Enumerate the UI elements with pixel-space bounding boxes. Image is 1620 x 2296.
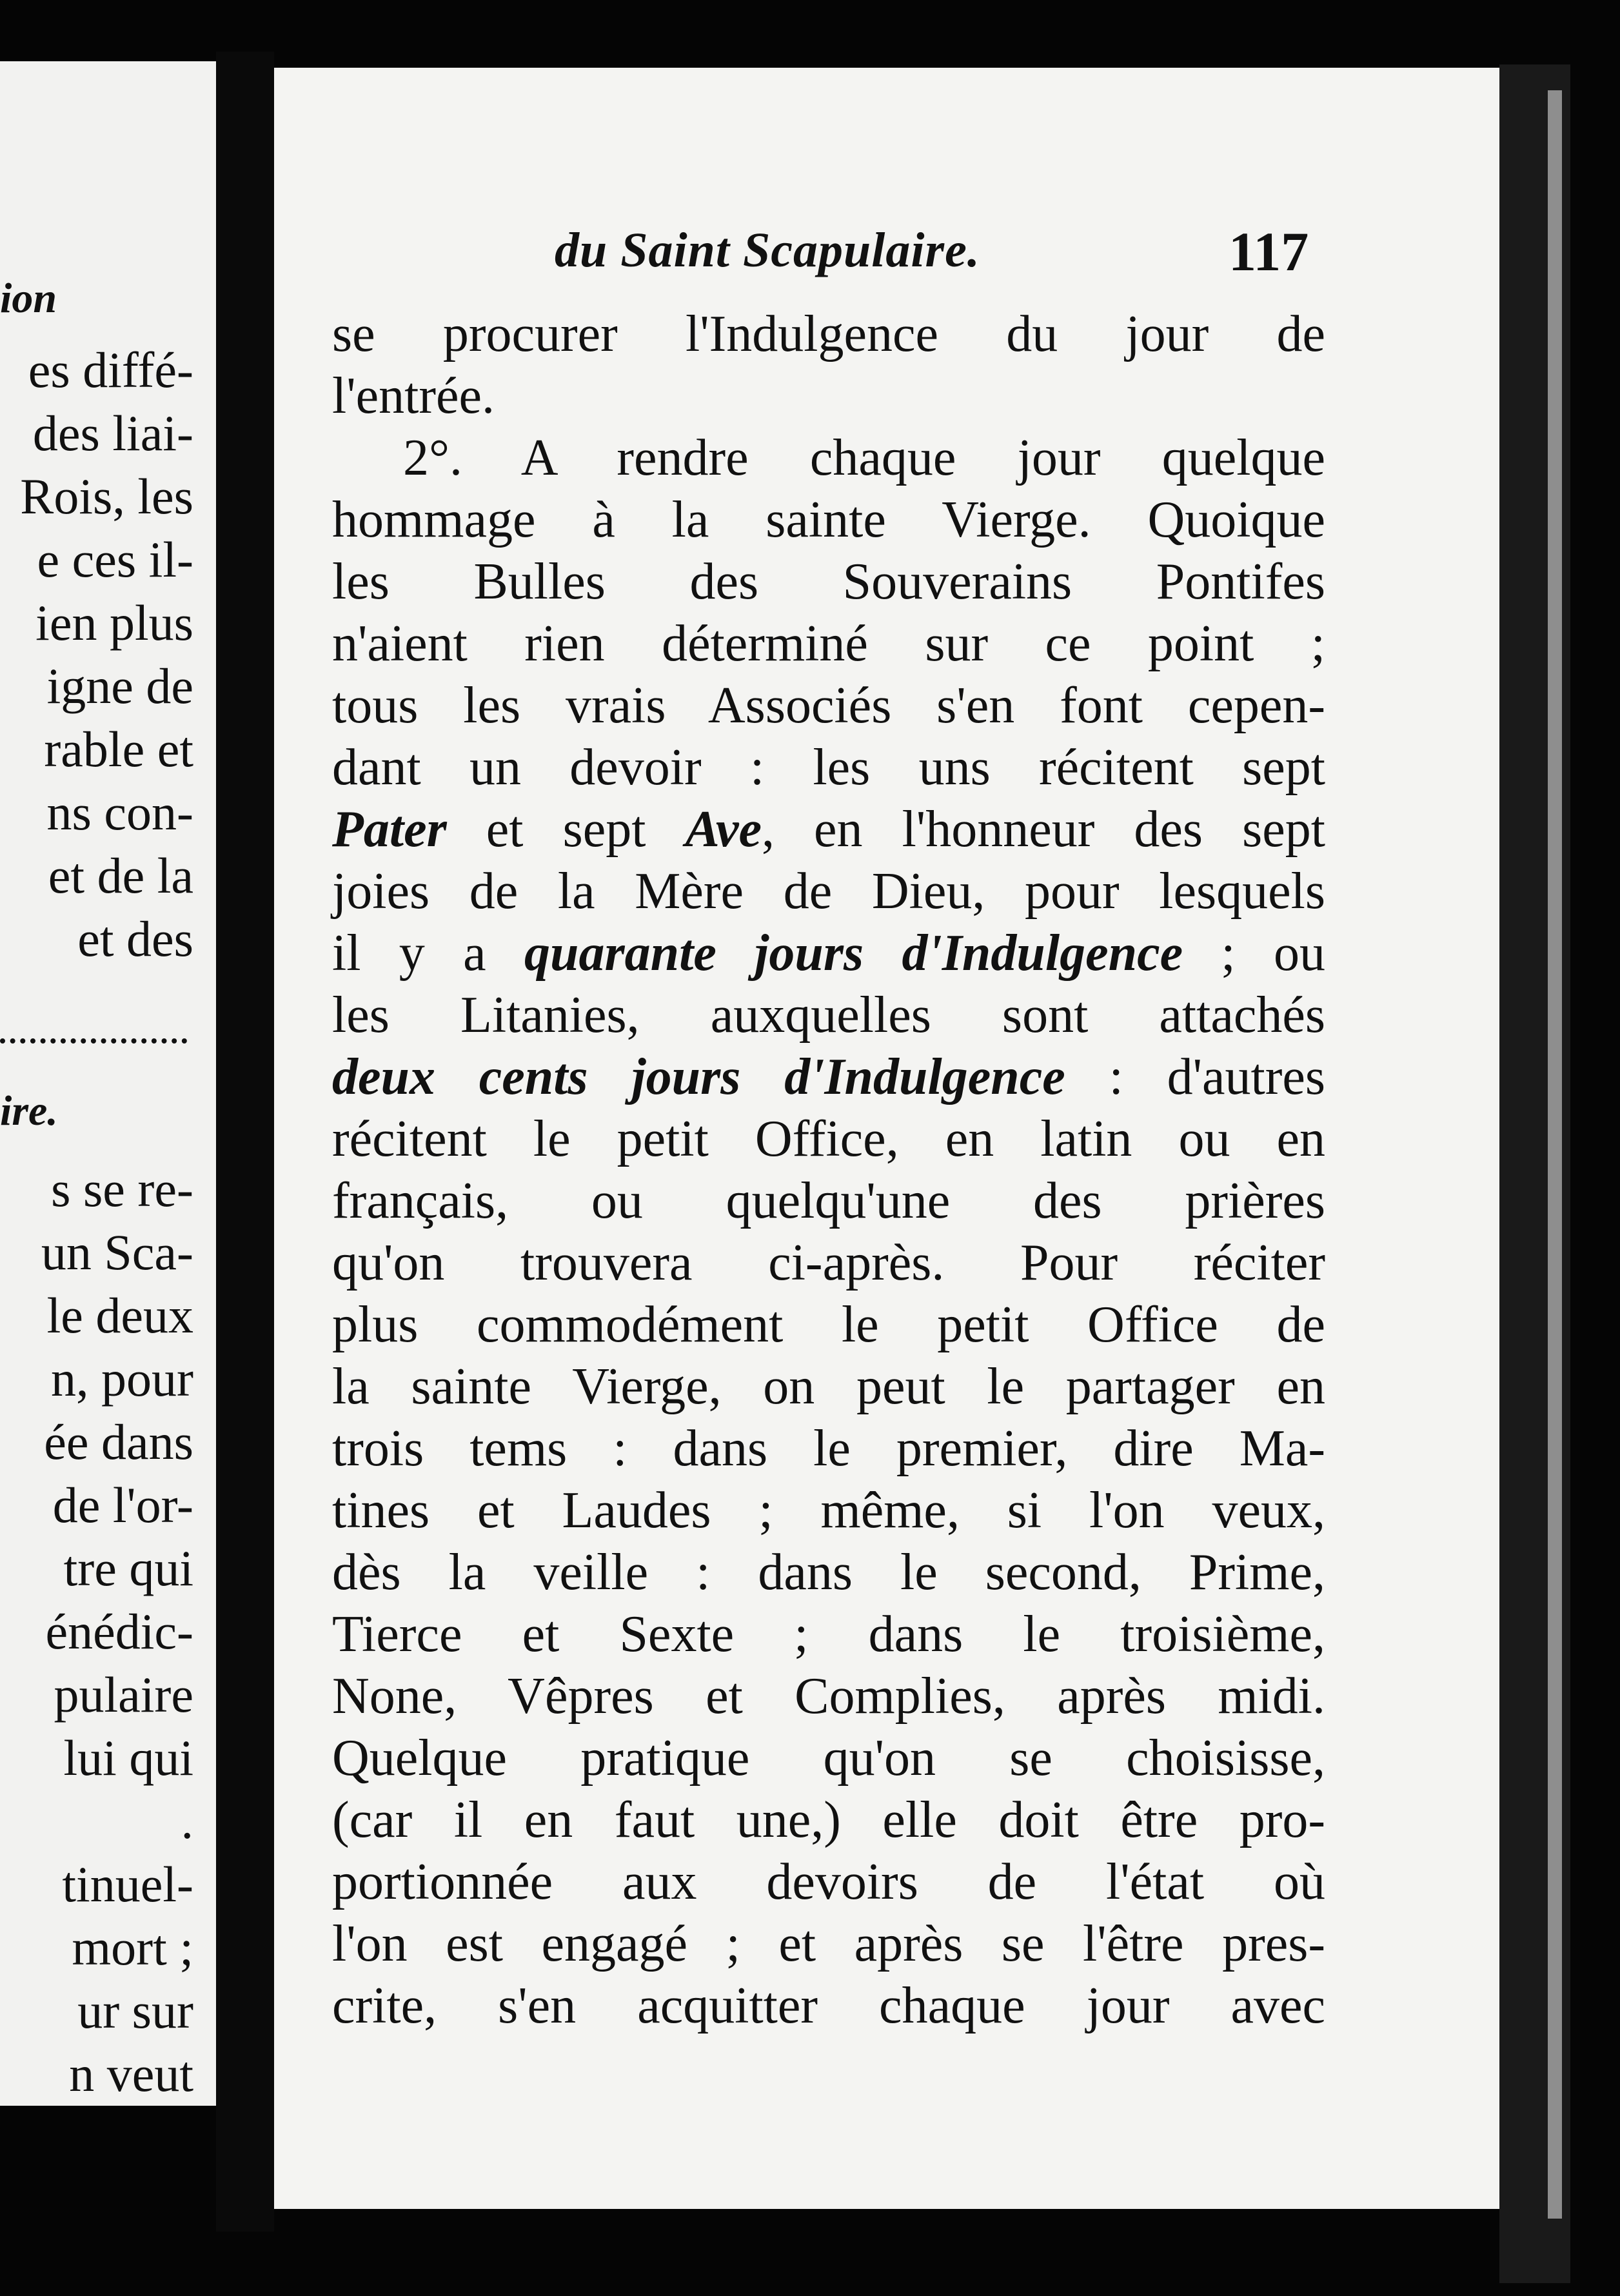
left-text-line: et des bbox=[77, 911, 193, 967]
italic-text: quarante jours d'Indulgence bbox=[524, 925, 1183, 982]
left-text-line: rable et bbox=[44, 721, 193, 777]
text-line: None, Vêpres et Complies, après midi. bbox=[332, 1668, 1325, 1725]
text-line: les Bulles des Souverains Pontifes bbox=[332, 553, 1325, 610]
text-line: joies de la Mère de Dieu, pour lesquels bbox=[332, 863, 1325, 920]
text-span: ; ou bbox=[1183, 925, 1325, 982]
italic-text: Pater bbox=[332, 801, 447, 858]
left-running-head-fragment: ion bbox=[0, 275, 57, 322]
text-line: crite, s'en acquitter chaque jour avec bbox=[332, 1977, 1325, 2034]
text-line: tines et Laudes ; même, si l'on veux, bbox=[332, 1482, 1325, 1539]
text-span: : d'autres bbox=[1065, 1049, 1325, 1105]
left-text-line: des liai- bbox=[32, 405, 193, 461]
ornamental-rule bbox=[0, 1038, 187, 1044]
text-line: hommage à la sainte Vierge. Quoique bbox=[332, 491, 1325, 548]
left-text-line: pulaire bbox=[54, 1667, 193, 1723]
text-line: tous les vrais Associés s'en font cepen- bbox=[332, 677, 1325, 734]
text-line: (car il en faut une,) elle doit être pro- bbox=[332, 1792, 1325, 1848]
text-line: n'aient rien déterminé sur ce point ; bbox=[332, 615, 1325, 672]
text-line: 2°. A rendre chaque jour quelque bbox=[403, 430, 1325, 486]
left-text-line: Rois, les bbox=[20, 468, 193, 524]
left-text-line: énédic- bbox=[45, 1603, 193, 1659]
text-line: récitent le petit Office, en latin ou en bbox=[332, 1111, 1325, 1167]
left-text-line: ée dans bbox=[44, 1414, 193, 1470]
left-text-line: tinuel- bbox=[62, 1856, 193, 1912]
text-line: qu'on trouvera ci-après. Pour réciter bbox=[332, 1234, 1325, 1291]
text-line: Tierce et Sexte ; dans le troisième, bbox=[332, 1606, 1325, 1663]
text-line: trois tems : dans le premier, dire Ma- bbox=[332, 1420, 1325, 1477]
text-line: se procurer l'Indulgence du jour de bbox=[332, 306, 1325, 362]
text-span: et sept bbox=[446, 801, 686, 858]
italic-text: deux cents jours d'Indulgence bbox=[332, 1049, 1065, 1105]
text-line: français, ou quelqu'une des prières bbox=[332, 1173, 1325, 1229]
left-text-line: un Sca- bbox=[41, 1224, 193, 1280]
left-text-line: . bbox=[181, 1793, 193, 1849]
left-text-line: ns con- bbox=[46, 784, 193, 840]
body-text bbox=[332, 303, 1325, 2037]
text-line: plus commodément le petit Office de bbox=[332, 1296, 1325, 1353]
left-text-line: le deux bbox=[46, 1287, 193, 1343]
left-text-line: e ces il- bbox=[37, 531, 193, 588]
text-span: , en l'honneur des sept bbox=[761, 801, 1325, 858]
left-text-line: n, pour bbox=[51, 1351, 193, 1407]
text-line: l'entrée. bbox=[332, 368, 495, 424]
text-line bbox=[332, 1046, 1325, 1108]
text-line: portionnée aux devoirs de l'état où bbox=[332, 1854, 1325, 1910]
left-text-line: ien plus bbox=[35, 595, 193, 651]
left-text-line: n veut bbox=[69, 2046, 193, 2102]
left-text-line: et de la bbox=[48, 847, 193, 904]
left-text-line: es diffé- bbox=[28, 342, 193, 398]
left-text-line: tre qui bbox=[63, 1540, 193, 1596]
gutter-shadow bbox=[216, 52, 274, 2232]
left-text-line: mort ; bbox=[72, 1919, 193, 1975]
left-section-title-fragment: ire. bbox=[0, 1087, 58, 1134]
text-line: dant un devoir : les uns récitent sept bbox=[332, 739, 1325, 796]
left-text-line: ur sur bbox=[77, 1983, 193, 2039]
text-line bbox=[332, 798, 1325, 860]
text-span: il y a bbox=[332, 925, 524, 982]
text-line bbox=[332, 922, 1325, 984]
page-number: 117 bbox=[1229, 221, 1309, 282]
left-text-line: s se re- bbox=[51, 1161, 193, 1217]
left-text-line: lui qui bbox=[63, 1730, 193, 1786]
left-text-line: igne de bbox=[46, 658, 193, 714]
text-line: Quelque pratique qu'on se choisisse, bbox=[332, 1730, 1325, 1786]
left-text-line: de l'or- bbox=[52, 1477, 193, 1533]
text-line: l'on est engagé ; et après se l'être pres- bbox=[332, 1915, 1325, 1972]
italic-text: Ave bbox=[685, 801, 762, 858]
text-line: la sainte Vierge, on peut le partager en bbox=[332, 1358, 1325, 1415]
text-line: les Litanies, auxquelles sont attachés bbox=[332, 987, 1325, 1044]
left-page-text-bottom bbox=[0, 1158, 193, 2106]
left-page-text-top bbox=[0, 339, 193, 971]
left-page bbox=[0, 61, 216, 2106]
running-head: du Saint Scapulaire. bbox=[555, 223, 980, 277]
text-line: dès la veille : dans le second, Prime, bbox=[332, 1544, 1325, 1601]
right-edge-strip bbox=[1548, 90, 1562, 2219]
